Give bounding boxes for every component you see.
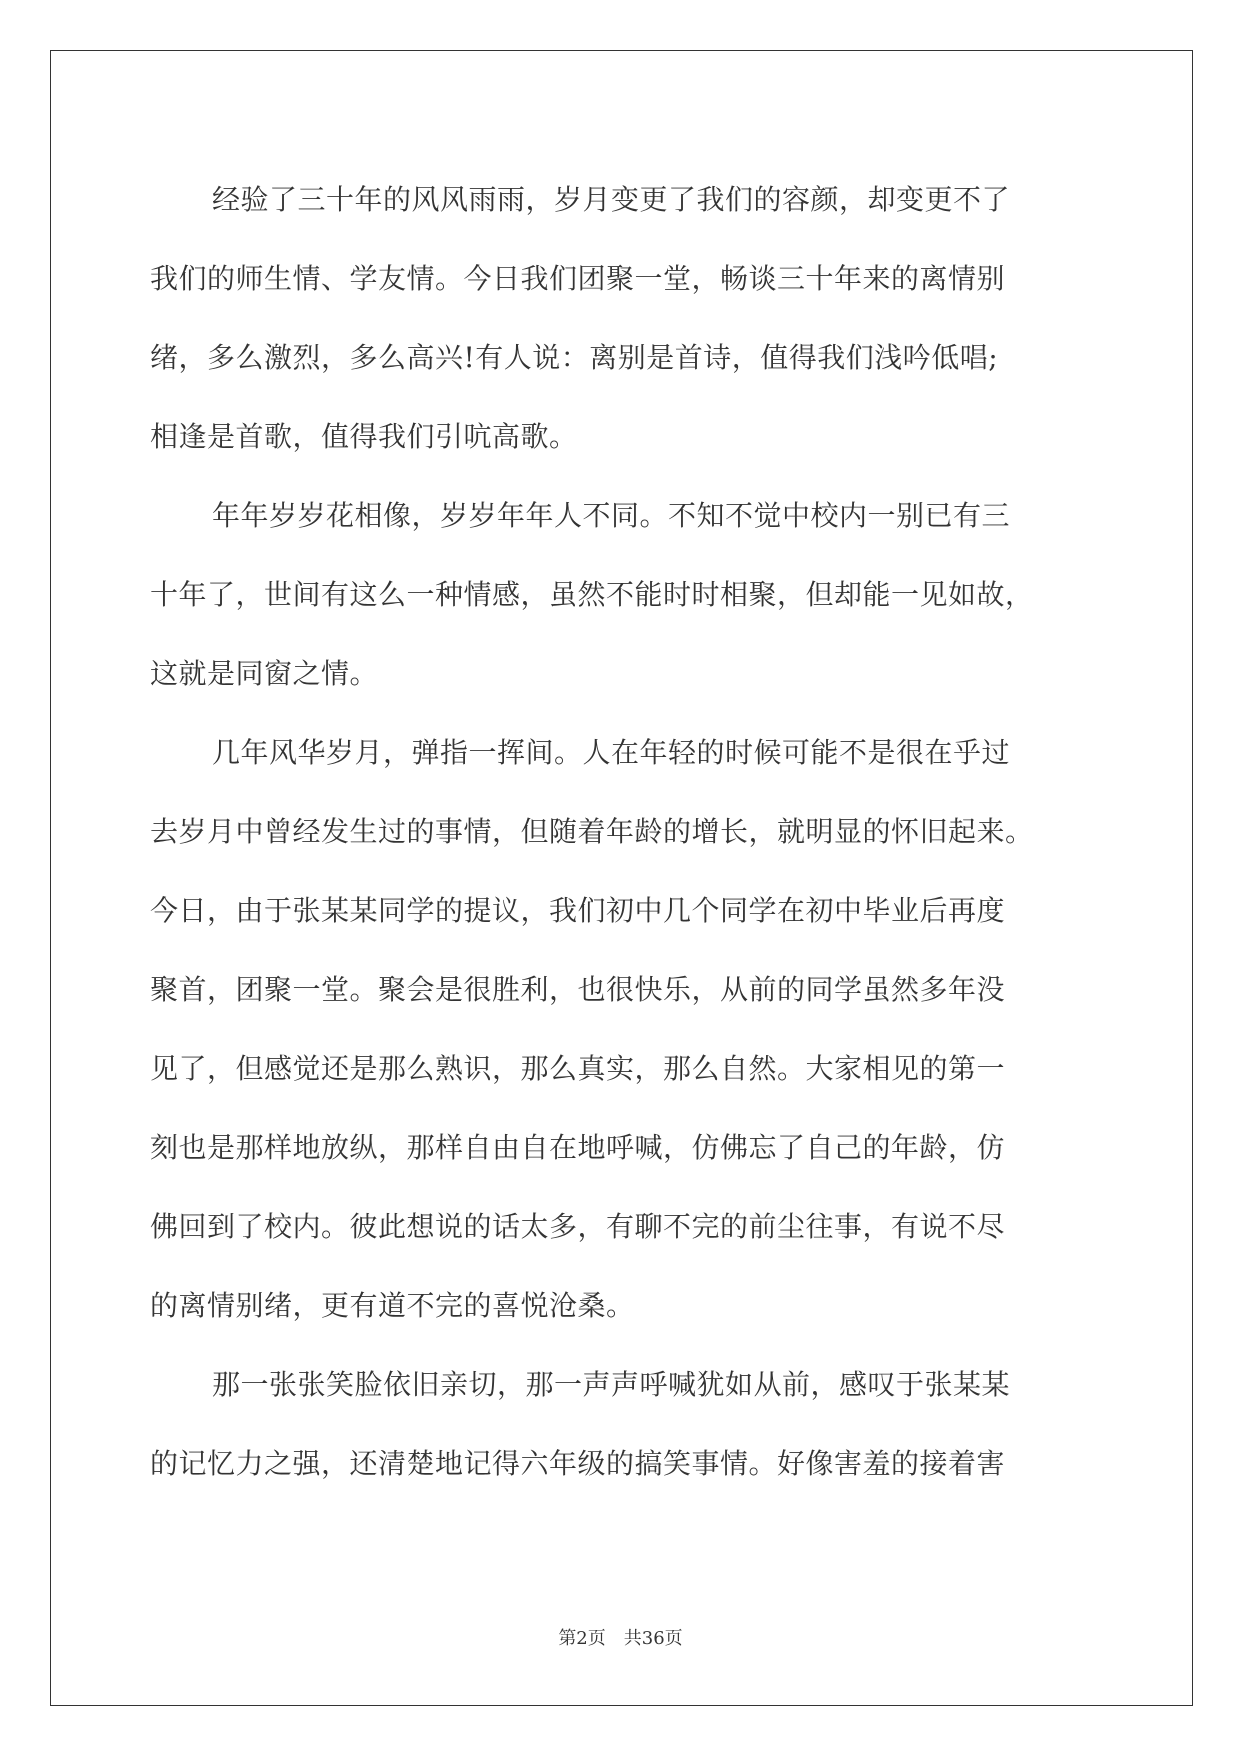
page-total: 共36页 (623, 1628, 683, 1649)
text-line: 十年了，世间有这么一种情感，虽然不能时时相聚，但却能一见如故， (150, 578, 1034, 611)
text-line: 今日，由于张某某同学的提议，我们初中几个同学在初中毕业后再度 (150, 894, 1006, 927)
text-line: 绪，多么激烈，多么高兴!有人说：离别是首诗，值得我们浅吟低唱; (150, 341, 999, 374)
text-line: 相逢是首歌，值得我们引吭高歌。 (150, 420, 578, 453)
text-line: 经验了三十年的风风雨雨，岁月变更了我们的容颜，却变更不了 (212, 183, 1011, 216)
paragraph-3 (150, 713, 1090, 1345)
text-line: 年年岁岁花相像，岁岁年年人不同。不知不觉中校内一别已有三 (212, 499, 1011, 532)
text-line: 那一张张笑脸依旧亲切，那一声声呼喊犹如从前，感叹于张某某 (212, 1368, 1011, 1401)
page-number: 第2页 (558, 1628, 606, 1649)
text-line: 这就是同窗之情。 (150, 657, 379, 690)
paragraph-4 (150, 1345, 1090, 1503)
paragraph-2 (150, 476, 1090, 713)
text-line: 刻也是那样地放纵，那样自由自在地呼喊，仿佛忘了自己的年龄，仿 (150, 1131, 1006, 1164)
text-line: 的离情别绪，更有道不完的喜悦沧桑。 (150, 1289, 635, 1322)
document-body (150, 160, 1090, 1503)
text-line: 佛回到了校内。彼此想说的话太多，有聊不完的前尘往事，有说不尽 (150, 1210, 1006, 1243)
text-line: 去岁月中曾经发生过的事情，但随着年龄的增长，就明显的怀旧起来。 (150, 815, 1034, 848)
text-line: 见了，但感觉还是那么熟识，那么真实，那么自然。大家相见的第一 (150, 1052, 1006, 1085)
text-line: 我们的师生情、学友情。今日我们团聚一堂，畅谈三十年来的离情别 (150, 262, 1006, 295)
text-line: 的记忆力之强，还清楚地记得六年级的搞笑事情。好像害羞的接着害 (150, 1447, 1006, 1480)
text-line: 聚首，团聚一堂。聚会是很胜利，也很快乐，从前的同学虽然多年没 (150, 973, 1006, 1006)
paragraph-1 (150, 160, 1090, 476)
text-line: 几年风华岁月，弹指一挥间。人在年轻的时候可能不是很在乎过 (212, 736, 1011, 769)
page-footer (0, 1624, 1241, 1650)
